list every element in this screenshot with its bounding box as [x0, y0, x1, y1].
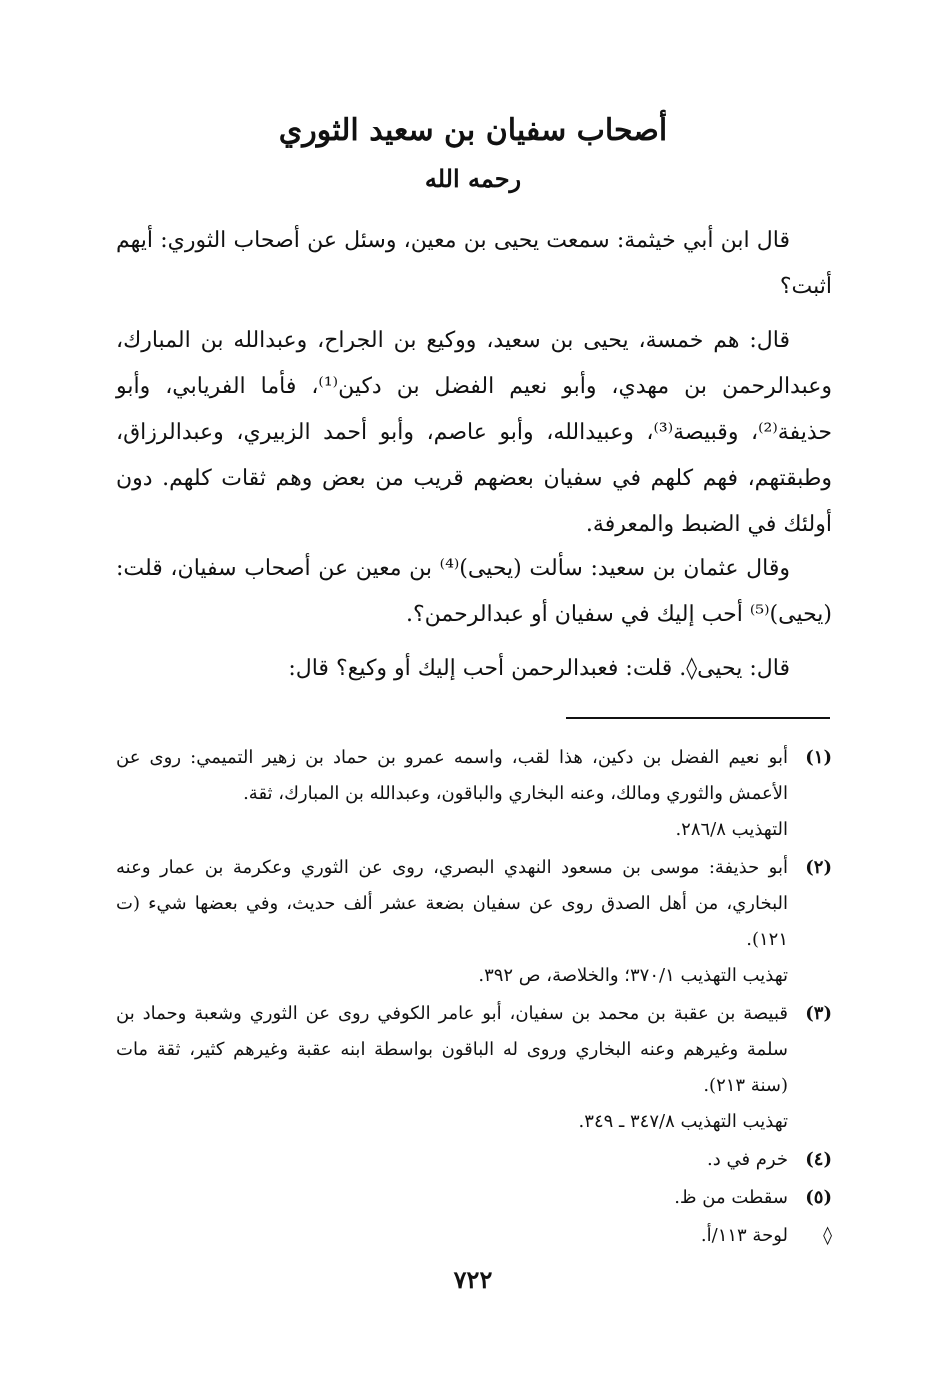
footnote-marker: ◊: [823, 1225, 832, 1246]
footnote-1: [116, 740, 832, 848]
footnote-text: [116, 1180, 788, 1216]
footnote-2: [116, 850, 832, 994]
footnote-text: [116, 1218, 788, 1254]
footnote-text: [116, 1142, 788, 1178]
footnote-text: [116, 740, 788, 848]
footnote-5: [116, 1180, 832, 1216]
footnote-number: (٣): [805, 1003, 832, 1024]
footnote-text: [116, 996, 788, 1140]
footnote-number: (٥): [805, 1187, 832, 1208]
footnote-source: التهذيب ٢٨٦/٨.: [675, 819, 788, 840]
page-subtitle: رحمه الله: [424, 164, 522, 193]
footnote-source: تهذيب التهذيب ٣٧٠/١؛ والخلاصة، ص ٣٩٢.: [478, 965, 788, 986]
footnote-number: (٢): [805, 857, 832, 878]
page-number: ٧٢٢: [453, 1265, 493, 1294]
paragraph-2: قال: هم خمسة، يحيى بن سعيد، ووكيع بن الجراح، وعبدالله بن المبارك، وعبدالرحمن بن مهدي، وأبو نعيم الفضل بن دكين⁽¹⁾، فأما الفريابي، وأبو حذيفة⁽²⁾، وقبيصة⁽³⁾، وعبيدالله، وأبو عاصم، وأبو أحمد الزبيري، وعبدالرزاق، وطبقتهم، فهم كلهم في سفيان بعضهم قريب من بعض وهم ثقات كلهم. دون أولئك في الضبط والمعرفة.: [116, 328, 832, 537]
footnote-body: سقطت من ظ.: [674, 1187, 788, 1208]
footnote-number: (٤): [805, 1149, 832, 1170]
footnote-body: لوحة ١١٣/أ.: [700, 1225, 788, 1246]
footnote-body: خرم في د.: [707, 1149, 788, 1170]
paragraph-3: وقال عثمان بن سعيد: سألت (يحيى)⁽⁴⁾ بن معين عن أصحاب سفيان، قلت: (يحيى)⁽⁵⁾ أحب إليك في سفيان أو عبدالرحمن؟.: [116, 556, 832, 627]
footnote-3: [116, 996, 832, 1140]
paragraph-1: قال ابن أبي خيثمة: سمعت يحيى بن معين، وسئل عن أصحاب الثوري: أيهم أثبت؟: [116, 228, 832, 299]
footnote-number: (١): [805, 747, 832, 768]
footnote-body: قبيصة بن عقبة بن محمد بن سفيان، أبو عامر الكوفي روى عن الثوري وشعبة وحماد بن سلمة وغيرهم وعنه البخاري وروى له الباقون بواسطة ابنه عقبة وغيرهم كثير، ثقة مات (سنة ٢١٣).: [116, 1003, 788, 1096]
footnote-body: أبو نعيم الفضل بن دكين، هذا لقب، واسمه عمرو بن حماد بن زهير التميمي: روى عن الأعمش والثوري ومالك، وعنه البخاري والباقون، وعبدالله بن المبارك، ثقة.: [116, 747, 788, 804]
footnote-source: تهذيب التهذيب ٣٤٧/٨ ـ ٣٤٩.: [578, 1111, 788, 1132]
footnote-separator: [566, 717, 830, 719]
page-title: أصحاب سفيان بن سعيد الثوري: [278, 113, 668, 148]
paragraph-4: قال: يحيى◊. قلت: فعبدالرحمن أحب إليك أو وكيع؟ قال:: [288, 656, 790, 681]
footnotes: [116, 740, 832, 1256]
footnote-body: أبو حذيفة: موسى بن مسعود النهدي البصري، روى عن الثوري وعكرمة بن عمار وعنه البخاري، من أهل الصدق روى عن سفيان بضعة عشر ألف حديث، وفي بعضها شيء (ت ١٢١).: [116, 857, 788, 950]
footnote-text: [116, 850, 788, 994]
footnote-6: [116, 1218, 832, 1254]
footnote-4: [116, 1142, 832, 1178]
